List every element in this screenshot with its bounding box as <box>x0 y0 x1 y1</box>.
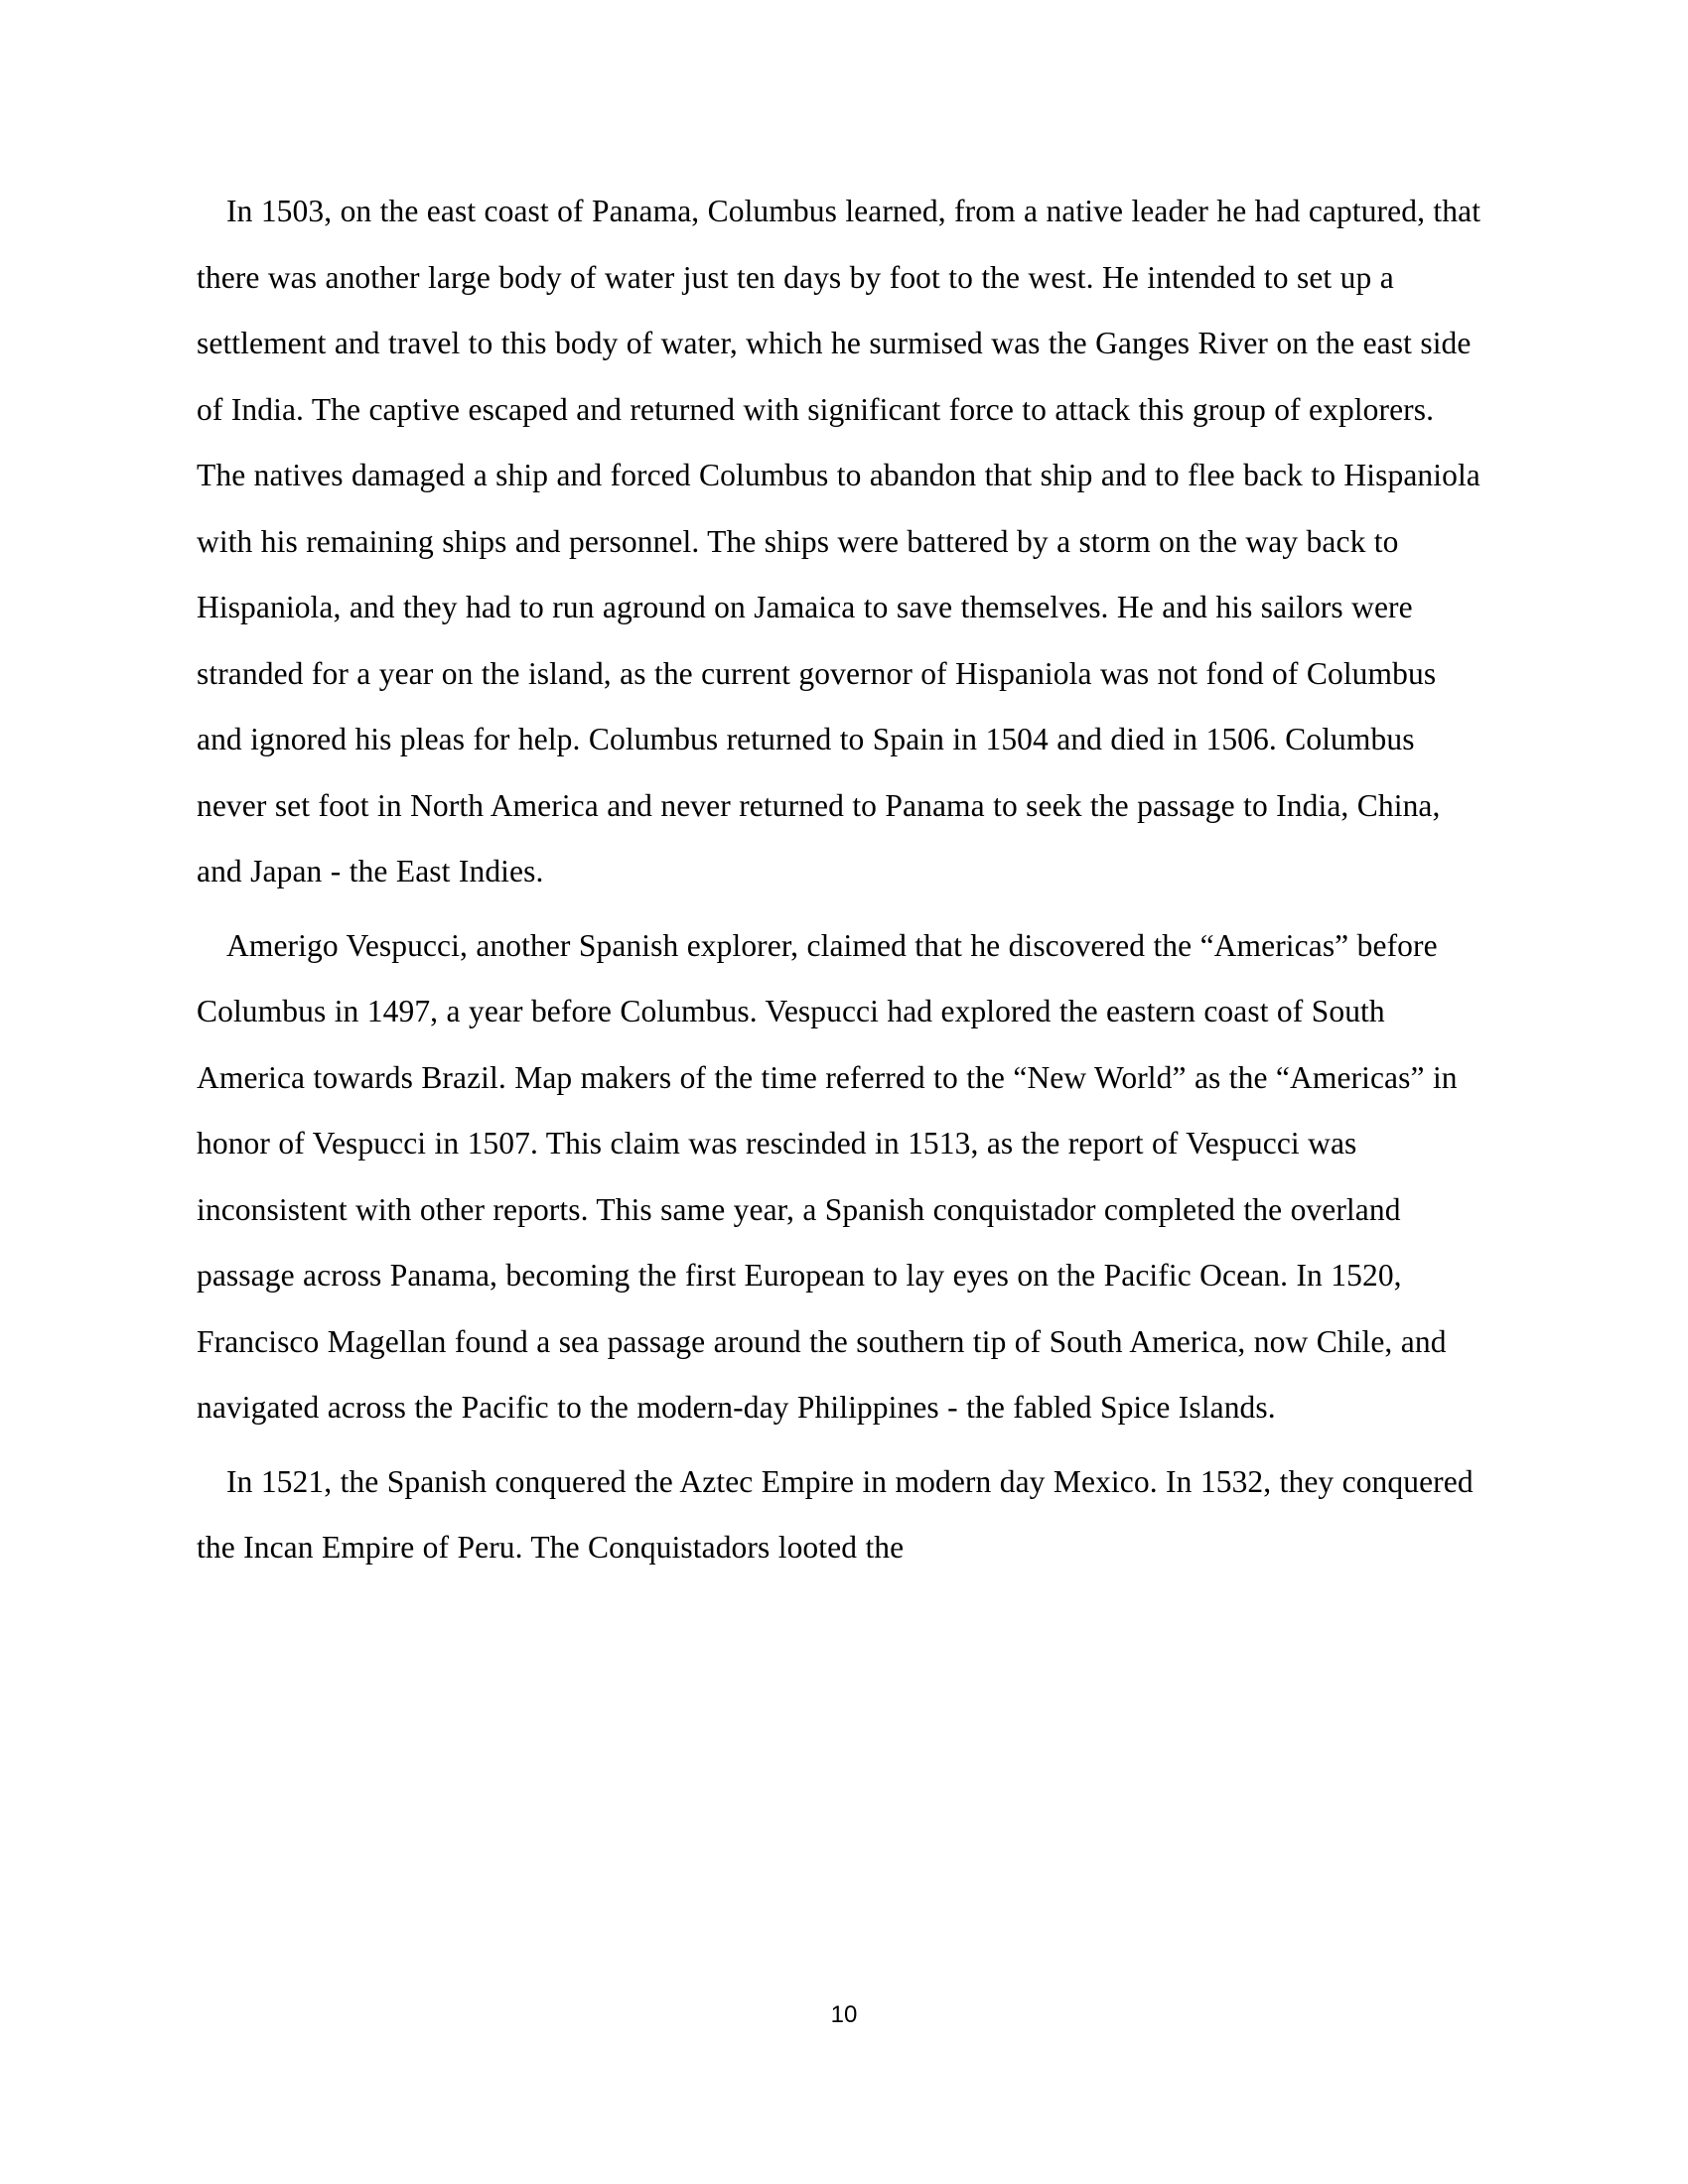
body-paragraph-2: Amerigo Vespucci, another Spanish explorer, claimed that he discovered the “Americas” before Columbus in 1497, a year before Columbus. Vespucci had explored the eastern coast of South America towards Brazil. Map makers of the time referred to the “New World” as the “Americas” in honor of Vespucci in 1507. This claim was rescinded in 1513, as the report of Vespucci was inconsistent with other reports. This same year, a Spanish conquistador completed the overland passage across Panama, becoming the first European to lay eyes on the Pacific Ocean. In 1520, Francisco Magellan found a sea passage around the southern tip of South America, now Chile, and navigated across the Pacific to the modern-day Philippines - the fabled Spice Islands. <box>197 927 1458 1425</box>
body-paragraph-1: In 1503, on the east coast of Panama, Columbus learned, from a native leader he had captured, that there was another large body of water just ten days by foot to the west. He intended to set up a settlement and travel to this body of water, which he surmised was the Ganges River on the east side of India. The captive escaped and returned with significant force to attack this group of explorers. The natives damaged a ship and forced Columbus to abandon that ship and to flee back to Hispaniola with his remaining ships and personnel. The ships were battered by a storm on the way back to Hispaniola, and they had to run aground on Jamaica to save themselves. He and his sailors were stranded for a year on the island, as the current governor of Hispaniola was not fond of Columbus and ignored his pleas for help. Columbus returned to Spain in 1504 and died in 1506. Columbus never set foot in North America and never returned to Panama to seek the passage to India, China, and Japan - the East Indies. <box>197 194 1481 888</box>
page-body <box>197 179 1487 1589</box>
body-paragraph-3: In 1521, the Spanish conquered the Aztec Empire in modern day Mexico. In 1532, they conquered the Incan Empire of Peru. The Conquistadors looted the <box>197 1463 1474 1565</box>
page-number: 10 <box>830 2001 858 2028</box>
